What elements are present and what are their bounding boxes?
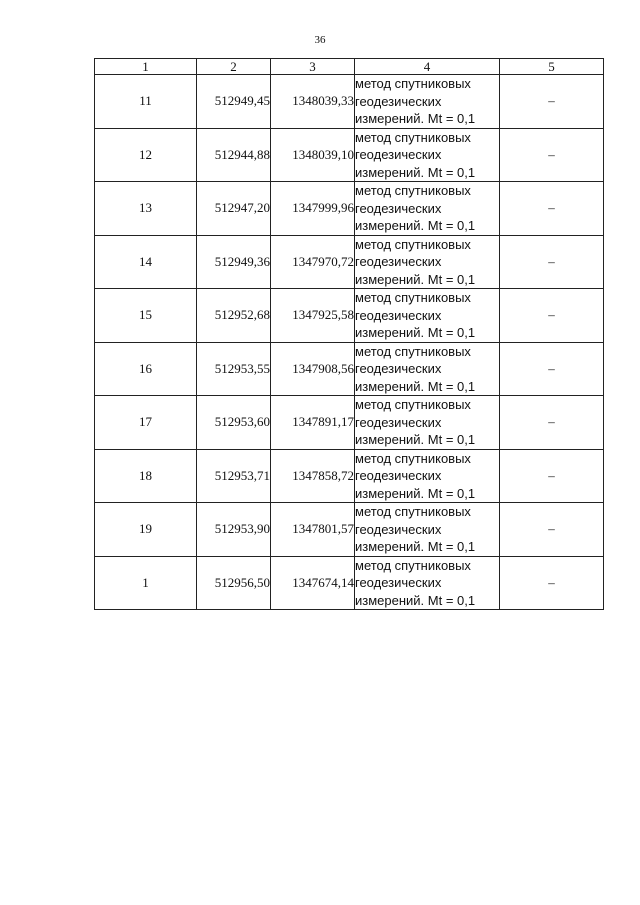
y-coordinate-cell: 1347858,72 bbox=[271, 449, 355, 503]
note-cell: – bbox=[500, 449, 604, 503]
header-col-5: 5 bbox=[500, 59, 604, 75]
table-row bbox=[95, 556, 604, 610]
point-number-cell: 17 bbox=[95, 396, 197, 450]
y-coordinate-cell: 1347970,72 bbox=[271, 235, 355, 289]
method-line: метод спутниковых bbox=[355, 504, 471, 519]
table-row bbox=[95, 503, 604, 557]
note-cell: – bbox=[500, 289, 604, 343]
method-line: измерений. Mt = 0,1 bbox=[355, 378, 476, 394]
note-cell: – bbox=[500, 75, 604, 129]
method-line: метод спутниковых bbox=[355, 397, 471, 412]
x-coordinate-cell: 512953,55 bbox=[197, 342, 271, 396]
x-coordinate-cell: 512952,68 bbox=[197, 289, 271, 343]
note-cell: – bbox=[500, 396, 604, 450]
x-coordinate-cell: 512947,20 bbox=[197, 182, 271, 236]
method-cell bbox=[355, 396, 500, 450]
point-number-cell: 13 bbox=[95, 182, 197, 236]
point-number-cell: 16 bbox=[95, 342, 197, 396]
point-number-cell: 11 bbox=[95, 75, 197, 129]
method-cell bbox=[355, 503, 500, 557]
y-coordinate-cell: 1347925,58 bbox=[271, 289, 355, 343]
method-line: метод спутниковых bbox=[355, 236, 471, 252]
method-line: измерений. Mt = 0,1 bbox=[355, 539, 476, 554]
header-col-1: 1 bbox=[95, 59, 197, 75]
page-number: 36 bbox=[314, 34, 326, 46]
method-line: измерений. Mt = 0,1 bbox=[355, 325, 476, 340]
note-cell: – bbox=[500, 342, 604, 396]
table-row bbox=[95, 449, 604, 503]
method-line: геодезических bbox=[355, 468, 442, 483]
x-coordinate-cell: 512949,45 bbox=[197, 75, 271, 129]
method-line: геодезических bbox=[355, 254, 442, 269]
y-coordinate-cell: 1347908,56 bbox=[271, 342, 355, 396]
method-line: измерений. Mt = 0,1 bbox=[355, 218, 476, 233]
table-row bbox=[95, 235, 604, 289]
point-number-cell: 18 bbox=[95, 449, 197, 503]
table-row bbox=[95, 182, 604, 236]
table-row bbox=[95, 342, 604, 396]
method-cell bbox=[355, 342, 500, 396]
method-line: измерений. Mt = 0,1 bbox=[355, 432, 476, 447]
method-line: метод спутниковых bbox=[355, 290, 471, 305]
method-line: метод спутниковых bbox=[355, 183, 471, 198]
table-row bbox=[95, 128, 604, 182]
method-line: измерений. Mt = 0,1 bbox=[355, 592, 476, 608]
note-cell: – bbox=[500, 503, 604, 557]
method-line: измерений. Mt = 0,1 bbox=[355, 271, 476, 287]
table-body bbox=[95, 75, 604, 610]
method-line: геодезических bbox=[355, 200, 442, 216]
x-coordinate-cell: 512953,71 bbox=[197, 449, 271, 503]
header-col-3: 3 bbox=[271, 59, 355, 75]
x-coordinate-cell: 512953,60 bbox=[197, 396, 271, 450]
x-coordinate-cell: 512953,90 bbox=[197, 503, 271, 557]
y-coordinate-cell: 1347891,17 bbox=[271, 396, 355, 450]
point-number-cell: 19 bbox=[95, 503, 197, 557]
method-line: метод спутниковых bbox=[355, 129, 471, 145]
method-line: геодезических bbox=[355, 147, 442, 162]
point-number-cell: 15 bbox=[95, 289, 197, 343]
method-cell bbox=[355, 449, 500, 503]
method-line: метод спутниковых bbox=[355, 343, 471, 359]
table-row bbox=[95, 396, 604, 450]
note-cell: – bbox=[500, 235, 604, 289]
method-line: геодезических bbox=[355, 521, 442, 537]
note-cell: – bbox=[500, 128, 604, 182]
x-coordinate-cell: 512944,88 bbox=[197, 128, 271, 182]
point-number-cell: 12 bbox=[95, 128, 197, 182]
method-line: измерений. Mt = 0,1 bbox=[355, 485, 476, 501]
point-number-cell: 1 bbox=[95, 556, 197, 610]
method-line: геодезических bbox=[355, 307, 442, 323]
y-coordinate-cell: 1348039,33 bbox=[271, 75, 355, 129]
header-col-4: 4 bbox=[355, 59, 500, 75]
note-cell: – bbox=[500, 556, 604, 610]
method-line: геодезических bbox=[355, 575, 442, 590]
method-line: метод спутниковых bbox=[355, 557, 471, 573]
method-line: метод спутниковых bbox=[355, 76, 471, 91]
method-line: измерений. Mt = 0,1 bbox=[355, 164, 476, 180]
method-cell bbox=[355, 235, 500, 289]
table-header bbox=[95, 59, 604, 75]
method-cell bbox=[355, 556, 500, 610]
method-cell bbox=[355, 75, 500, 129]
method-cell bbox=[355, 182, 500, 236]
coordinates-table bbox=[94, 58, 604, 610]
method-line: геодезических bbox=[355, 414, 442, 430]
y-coordinate-cell: 1347999,96 bbox=[271, 182, 355, 236]
method-line: геодезических bbox=[355, 361, 442, 376]
y-coordinate-cell: 1348039,10 bbox=[271, 128, 355, 182]
method-line: измерений. Mt = 0,1 bbox=[355, 111, 476, 126]
x-coordinate-cell: 512956,50 bbox=[197, 556, 271, 610]
note-cell: – bbox=[500, 182, 604, 236]
y-coordinate-cell: 1347674,14 bbox=[271, 556, 355, 610]
method-line: геодезических bbox=[355, 93, 442, 109]
header-col-2: 2 bbox=[197, 59, 271, 75]
header-row bbox=[95, 59, 604, 75]
table-row bbox=[95, 75, 604, 129]
point-number-cell: 14 bbox=[95, 235, 197, 289]
x-coordinate-cell: 512949,36 bbox=[197, 235, 271, 289]
y-coordinate-cell: 1347801,57 bbox=[271, 503, 355, 557]
method-cell bbox=[355, 128, 500, 182]
method-line: метод спутниковых bbox=[355, 450, 471, 466]
table-row bbox=[95, 289, 604, 343]
method-cell bbox=[355, 289, 500, 343]
